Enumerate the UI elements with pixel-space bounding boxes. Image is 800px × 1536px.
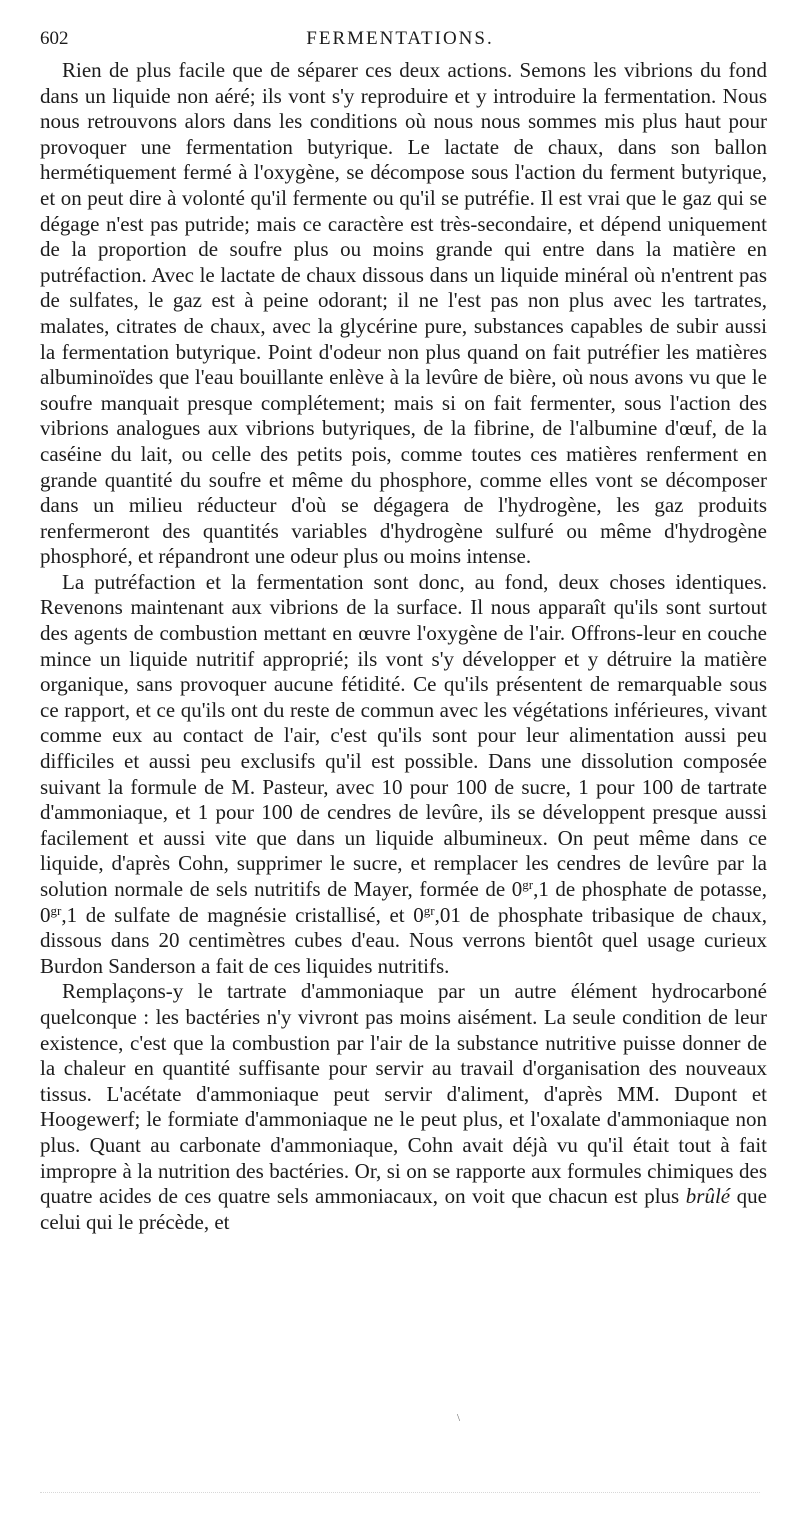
paragraph-text: ,1 de sulfate de magnésie cristallisé, et 0 <box>61 902 424 927</box>
paragraph-text: ,1 de phosphate de potasse, 0 <box>40 877 767 927</box>
stray-mark: \ <box>457 1412 461 1424</box>
paragraph-text: Remplaçons-y le tartrate d'ammoniaque par un autre élément hydrocarboné quelconque : les bactéries n'y vivront pas moins aisément. La seule condition de leur existence, c'est que la combustion par l'air de la substance nutritive puisse donner de la chaleur en quantité suffisante pour servir au travail d'organisation des nouveaux tissus. L'acétate d'ammoniaque peut servir d'aliment, d'après MM. Dupont et Hoogewerf; le formiate d'ammoniaque ne le peut plus, et l'oxalate d'ammoniaque non plus. Quant au carbonate d'ammoniaque, Cohn avait déjà vu qu'il était tout à fait impropre à la nutrition des bactéries. Or, si on se rapporte aux formules chimiques des quatre acides de ces quatre sels ammoniacaux, on voit que chacun est plus <box>40 979 767 1209</box>
body-text <box>40 58 767 1235</box>
running-title: FERMENTATIONS. <box>306 28 494 49</box>
scan-specks <box>40 1492 760 1499</box>
paragraph <box>40 979 767 1235</box>
paragraph: Rien de plus facile que de séparer ces deux actions. Semons les vibrions du fond dans un liquide non aéré; ils vont s'y reproduire et y introduire la fermentation. Nous nous retrouvons alors dans les conditions où nous nous sommes mis plus haut pour provoquer une fermentation butyrique. Le lactate de chaux, dans son ballon hermétiquement fermé à l'oxygène, se décompose sous l'action du ferment butyrique, et on peut dire à volonté qu'il fermente ou qu'il se putréfie. Il est vrai que le gaz qui se dégage n'est pas putride; mais ce caractère est très-secondaire, et dépend uniquement de la proportion de soufre plus ou moins grande qui entre dans la matière en putréfaction. Avec le lactate de chaux dissous dans un liquide minéral où n'entrent pas de sulfates, le gaz est à peine odorant; il ne l'est pas non plus avec les tartrates, malates, citrates de chaux, avec la glycérine pure, substances capables de subir aussi la fermentation butyrique. Point d'odeur non plus quand on fait putréfier les matières albuminoïdes que l'eau bouillante enlève à la levûre de bière, où nous avons vu que le soufre manquait presque complétement; mais si on fait fermenter, sous l'action des vibrions analogues aux vibrions butyriques, de la fibrine, de l'albumine d'œuf, de la caséine du lait, ou celle des petits pois, comme toutes ces matières renferment en grande quantité du soufre et même du phosphore, comme elles vont se décomposer dans un milieu réducteur d'où se dégagera de l'hydrogène, les gaz produits renfermeront des quantités variables d'hydrogène sulfuré ou même d'hydrogène phosphoré, et répandront une odeur plus ou moins intense. <box>40 58 767 569</box>
paragraph-text: ,01 de phosphate tribasique de chaux, dissous dans 20 centimètres cubes d'eau. Nous verrons bientôt quel usage curieux Burdon Sanderson a fait de ces liquides nutritifs. <box>40 902 767 978</box>
paragraph-text: La putréfaction et la fermentation sont donc, au fond, deux choses identiques. Revenons maintenant aux vibrions de la surface. Il nous apparaît qu'ils sont surtout des agents de combustion mettant en œuvre l'oxygène de l'air. Offrons-leur en couche mince un liquide nutritif approprié; ils vont s'y développer et y détruire la matière organique, sans provoquer aucune fétidité. Ce qu'ils présentent de remarquable sous ce rapport, et ce qu'ils ont du reste de commun avec les végétations inférieures, vivant comme eux au contact de l'air, c'est qu'ils sont pour leur alimentation aussi peu difficiles et aussi peu exclusifs qu'il est possible. Dans une dissolution composée suivant la formule de M. Pasteur, avec 10 pour 100 de sucre, 1 pour 100 de tartrate d'ammoniaque, et 1 pour 100 de cendres de levûre, ils se développent presque aussi facilement et aussi vite que dans un liquide albumineux. On peut même dans ce liquide, d'après Cohn, supprimer le sucre, et remplacer les cendres de levûre par la solution normale de sels nutritifs de Mayer, formée de 0 <box>40 569 767 901</box>
paragraph-text: que celui qui le précède, et <box>40 1184 767 1234</box>
page-number: 602 <box>40 28 69 49</box>
emphasis: brûlé <box>685 1184 731 1209</box>
unit-superscript: gr <box>50 902 62 918</box>
unit-superscript: gr <box>522 877 534 892</box>
unit-superscript: gr <box>423 902 435 918</box>
page-header <box>40 28 760 58</box>
paragraph <box>40 570 767 980</box>
